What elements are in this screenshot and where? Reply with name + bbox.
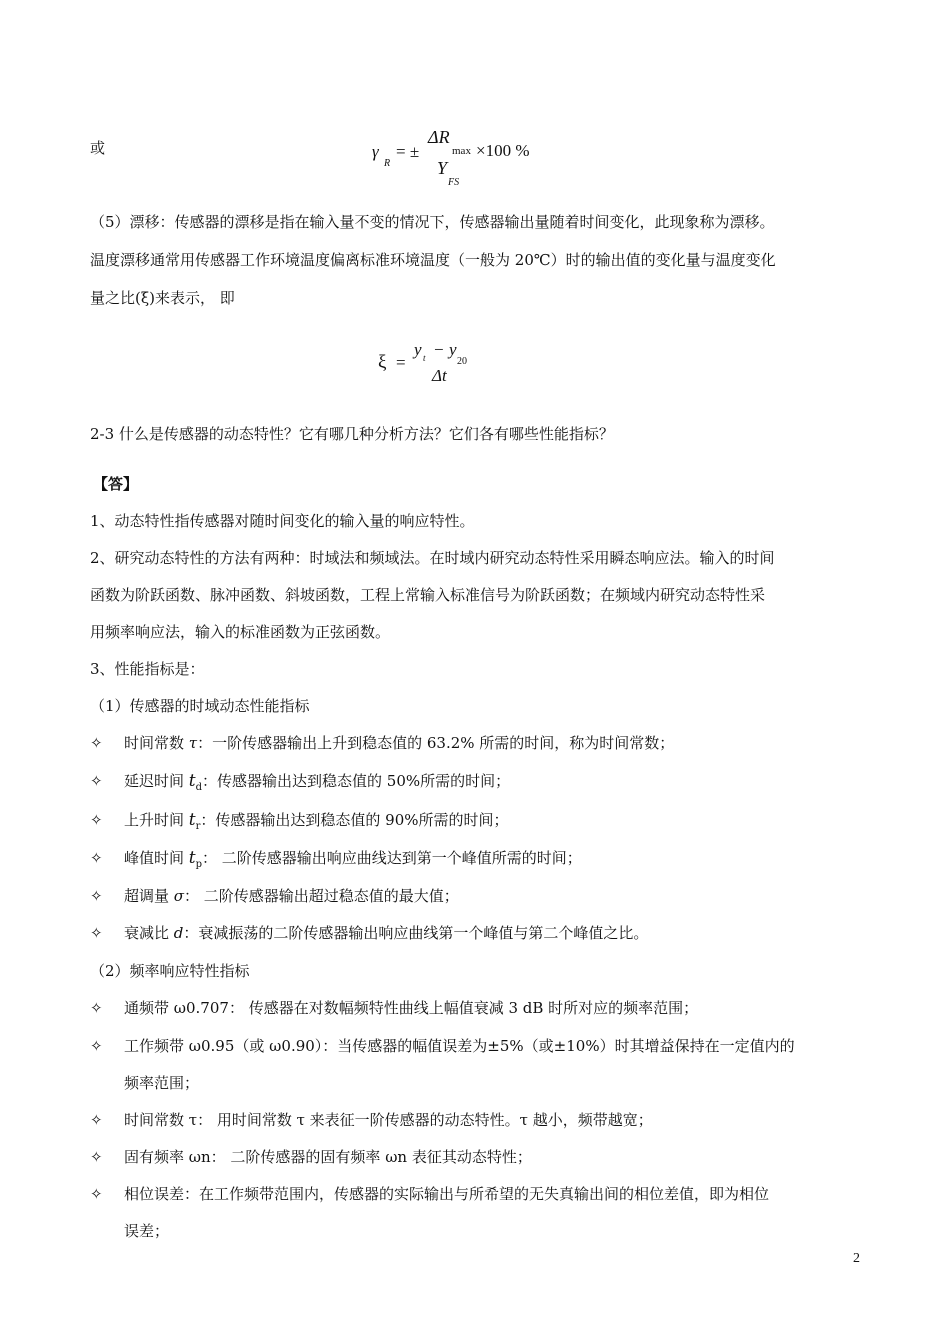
numerator-y-t-sub: t — [423, 353, 426, 363]
bullet-icon: ✧ — [90, 849, 103, 867]
page-number: 2 — [853, 1251, 860, 1266]
item-text-line-2: 误差； — [124, 1222, 170, 1240]
item-label: 上升时间 — [124, 811, 189, 829]
item-symbol: t — [188, 810, 196, 830]
fraction-numerator: ΔR — [428, 127, 450, 147]
gamma-symbol: γ — [372, 142, 379, 161]
item-symbol: σ — [173, 887, 185, 905]
para5-line-2: 温度漂移通常用传感器工作环境温度偏离标准环境温度（一般为 20℃）时的输出值的变化量与温度变化 — [90, 251, 776, 269]
item-text-line-1: 工作频带 ω0.95（或 ω0.90）：当传感器的幅值误差为±5%（或±10%）时其增益保持在一定值内的 — [124, 1037, 795, 1055]
bullet-icon: ✧ — [90, 811, 103, 829]
question-2-3: 2-3 什么是传感器的动态特性？它有哪几种分析方法？它们各有哪些性能指标？ — [90, 425, 614, 443]
fraction-denominator: Y — [437, 158, 448, 178]
equals-plusminus: = ± — [396, 142, 420, 161]
answer-line-5: 3、性能指标是： — [90, 660, 205, 678]
item-symbol: τ — [188, 734, 198, 752]
answer-line-4: 用频率响应法，输入的标准函数为正弦函数。 — [90, 623, 391, 641]
section-1-title: （1）传感器的时域动态性能指标 — [90, 697, 310, 715]
bullet-icon: ✧ — [90, 887, 103, 905]
xi-equals: = — [396, 353, 406, 372]
gamma-subscript: R — [384, 158, 391, 169]
bullet-icon: ✧ — [90, 734, 103, 752]
item-text: 固有频率 ωn： 二阶传感器的固有频率 ωn 表征其动态特性； — [124, 1148, 532, 1166]
answer-heading: 【答】 — [93, 475, 139, 493]
bullet-icon: ✧ — [90, 924, 103, 942]
para5-line-3: 量之比(ξ)来表示， 即 — [90, 289, 235, 307]
numerator-y-20: y — [449, 340, 457, 359]
equation-prefix-or: 或 — [90, 139, 106, 157]
xi-symbol: ξ — [378, 352, 387, 373]
item-label: 衰减比 — [124, 924, 174, 942]
item-symbol: t — [188, 771, 196, 791]
item-text-line-2: 频率范围； — [124, 1074, 200, 1092]
answer-line-3: 函数为阶跃函数、脉冲函数、斜坡函数，工程上常输入标准信号为阶跃函数；在频域内研究动态特性采 — [90, 586, 766, 604]
bullet-icon: ✧ — [90, 1037, 103, 1055]
item-text: ：传感器输出达到稳态值的 50%所需的时间； — [202, 772, 511, 790]
item-text: 通频带 ω0.707： 传感器在对数幅频特性曲线上幅值衰减 3 dB 时所对应的频率范围； — [124, 999, 699, 1017]
item-text: ：传感器输出达到稳态值的 90%所需的时间； — [200, 811, 509, 829]
bullet-icon: ✧ — [90, 999, 103, 1017]
numerator-minus: − — [434, 340, 444, 359]
bullet-icon: ✧ — [90, 772, 103, 790]
numerator-y-20-sub: 20 — [457, 356, 467, 367]
item-text: 时间常数 τ： 用时间常数 τ 来表征一阶传感器的动态特性。τ 越小，频带越宽； — [124, 1111, 653, 1129]
bullet-icon: ✧ — [90, 1148, 103, 1166]
item-text: ：衰减振荡的二阶传感器输出响应曲线第一个峰值与第二个峰值之比。 — [183, 924, 649, 942]
item-label: 时间常数 — [124, 734, 189, 752]
item-text: ： 二阶传感器输出超过稳态值的最大值； — [184, 887, 459, 905]
item-text: ：一阶传感器输出上升到稳态值的 63.2% 所需的时间，称为时间常数； — [197, 734, 675, 752]
item-symbol: t — [188, 848, 196, 868]
item-subscript: r — [195, 821, 201, 832]
times-100-percent: ×100 % — [476, 141, 530, 160]
item-subscript: d — [195, 782, 203, 793]
bullet-icon: ✧ — [90, 1185, 103, 1203]
item-text-line-1: 相位误差：在工作频带范围内，传感器的实际输出与所希望的无失真输出间的相位差值，即为相位 — [124, 1185, 770, 1203]
denominator-delta-t: Δt — [432, 366, 447, 385]
answer-line-2: 2、研究动态特性的方法有两种：时域法和频域法。在时域内研究动态特性采用瞬态响应法。输入的时间 — [90, 549, 775, 567]
item-label: 延迟时间 — [124, 772, 189, 790]
bullet-icon: ✧ — [90, 1111, 103, 1129]
item-symbol: d — [173, 924, 184, 942]
numerator-subscript: max — [452, 145, 471, 157]
para5-line-1: （5）漂移：传感器的漂移是指在输入量不变的情况下，传感器输出量随着时间变化，此现象称为漂移。 — [90, 213, 775, 231]
section-2-title: （2）频率响应特性指标 — [90, 962, 250, 980]
denominator-subscript: FS — [448, 177, 460, 188]
item-label: 峰值时间 — [124, 849, 189, 867]
item-subscript: p — [195, 859, 203, 870]
item-label: 超调量 — [124, 887, 174, 905]
answer-line-1: 1、动态特性指传感器对随时间变化的输入量的响应特性。 — [90, 512, 475, 530]
numerator-y-t: y — [414, 340, 422, 359]
item-text: ： 二阶传感器输出响应曲线达到第一个峰值所需的时间； — [202, 849, 582, 867]
